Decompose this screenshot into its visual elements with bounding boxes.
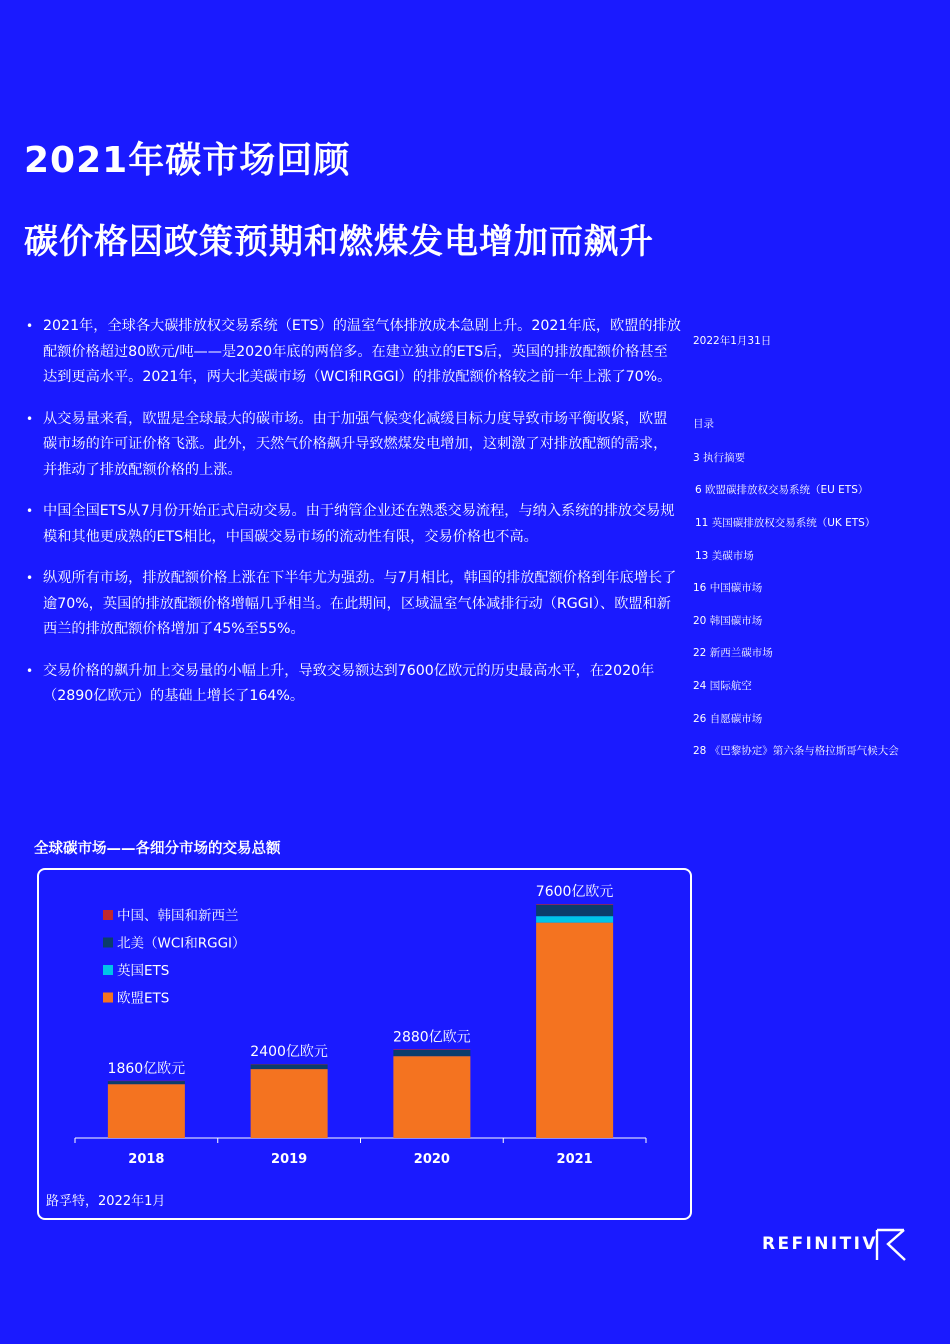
x-tick-label: 2018 xyxy=(128,1152,165,1167)
legend-swatch xyxy=(103,910,113,920)
report-date: 2022年1月31日 xyxy=(693,335,772,347)
legend-swatch xyxy=(103,938,113,948)
toc-item[interactable]: 26 自愿碳市场 xyxy=(693,713,763,725)
x-tick-label: 2019 xyxy=(271,1152,308,1167)
total-label: 2880亿欧元 xyxy=(393,1029,471,1046)
chart-title: 全球碳市场——各细分市场的交易总额 xyxy=(34,841,281,857)
toc-item[interactable]: 28 《巴黎协定》第六条与格拉斯哥气候大会 xyxy=(693,745,899,757)
bullet-item: • 交易价格的飙升加上交易量的小幅上升，导致交易额达到7600亿欧元的历史最高水平，在2020年（2890亿欧元）的基础上增长了164%。 xyxy=(26,659,681,710)
chart-source: 路孚特，2022年1月 xyxy=(46,1194,166,1209)
toc-item[interactable]: 11 英国碳排放权交易系统（UK ETS） xyxy=(695,517,876,529)
legend-label: 英国ETS xyxy=(117,963,170,979)
bar-segment xyxy=(251,1069,328,1138)
bullet-item: • 中国全国ETS从7月份开始正式启动交易。由于纳管企业还在熟悉交易流程，与纳入系统的排放交易规模和其他更成熟的ETS相比，中国碳交易市场的流动性有限，交易价格也不高。 xyxy=(26,499,681,550)
x-tick-label: 2021 xyxy=(556,1152,593,1167)
bar-segment xyxy=(108,1081,185,1084)
toc-title: 目录 xyxy=(693,418,714,430)
toc-item[interactable]: 16 中国碳市场 xyxy=(693,582,763,594)
bar-chart xyxy=(39,870,690,1218)
toc-item[interactable]: 20 韩国碳市场 xyxy=(693,615,763,627)
toc-item[interactable]: 22 新西兰碳市场 xyxy=(693,647,773,659)
bullet-item: • 纵观所有市场，排放配额价格上涨在下半年尤为强劲。与7月相比，韩国的排放配额价格到年底增长了逾70%，英国的排放配额价格增幅几乎相当。在此期间，区域温室气体减排行动（RGGI）、欧盟和新西兰的排放配额价格增加了45%至55%。 xyxy=(26,566,681,643)
bullet-dot-icon: • xyxy=(26,663,34,678)
bar-segment xyxy=(536,904,613,905)
bar-segment xyxy=(536,923,613,1138)
page-subtitle: 碳价格因政策预期和燃煤发电增加而飙升 xyxy=(24,222,654,262)
bullet-list xyxy=(26,314,681,726)
bullet-dot-icon: • xyxy=(26,411,34,426)
legend-label: 北美（WCI和RGGI） xyxy=(117,935,246,952)
refinitiv-mark-icon xyxy=(874,1228,908,1262)
bar-segment xyxy=(393,1056,470,1138)
page-title: 2021年碳市场回顾 xyxy=(24,140,351,181)
logo-text: REFINITIV xyxy=(762,1234,878,1254)
bullet-item: • 2021年，全球各大碳排放权交易系统（ETS）的温室气体排放成本急剧上升。2021年底，欧盟的排放配额价格超过80欧元/吨——是2020年底的两倍多。在建立独立的ETS后，英国的排放配额价格甚至达到更高水平。2021年，两大北美碳市场（WCI和RGGI）的排放配额价格较之前一年上涨了70%。 xyxy=(26,314,681,391)
toc-item[interactable]: 13 美碳市场 xyxy=(695,550,754,562)
bar-segment xyxy=(536,916,613,922)
bar-segment xyxy=(536,905,613,916)
bullet-item: • 从交易量来看，欧盟是全球最大的碳市场。由于加强气候变化减缓目标力度导致市场平衡收紧，欧盟碳市场的许可证价格飞涨。此外，天然气价格飙升导致燃煤发电增加，这刺激了对排放配额的需求，并推动了排放配额价格的上涨。 xyxy=(26,407,681,484)
legend-label: 欧盟ETS xyxy=(117,990,170,1007)
bullet-dot-icon: • xyxy=(26,319,34,333)
total-label: 2400亿欧元 xyxy=(250,1044,328,1061)
chart-container xyxy=(37,868,692,1220)
total-label: 1860亿欧元 xyxy=(107,1060,186,1077)
bar-segment xyxy=(108,1084,185,1138)
x-tick-label: 2020 xyxy=(413,1152,450,1167)
legend-swatch xyxy=(103,993,113,1003)
toc-item[interactable]: 6 欧盟碳排放权交易系统（EU ETS） xyxy=(695,484,869,496)
toc-item[interactable]: 24 国际航空 xyxy=(693,680,752,692)
bullet-dot-icon: • xyxy=(26,571,34,585)
total-label: 7600亿欧元 xyxy=(535,884,614,901)
toc-item[interactable]: 3 执行摘要 xyxy=(693,452,746,464)
legend-label: 中国、韩国和新西兰 xyxy=(117,908,239,924)
bullet-dot-icon: • xyxy=(26,504,34,518)
bar-segment xyxy=(251,1064,328,1069)
bar-segment xyxy=(393,1050,470,1056)
legend-swatch xyxy=(103,965,113,975)
bar-segment xyxy=(393,1049,470,1050)
